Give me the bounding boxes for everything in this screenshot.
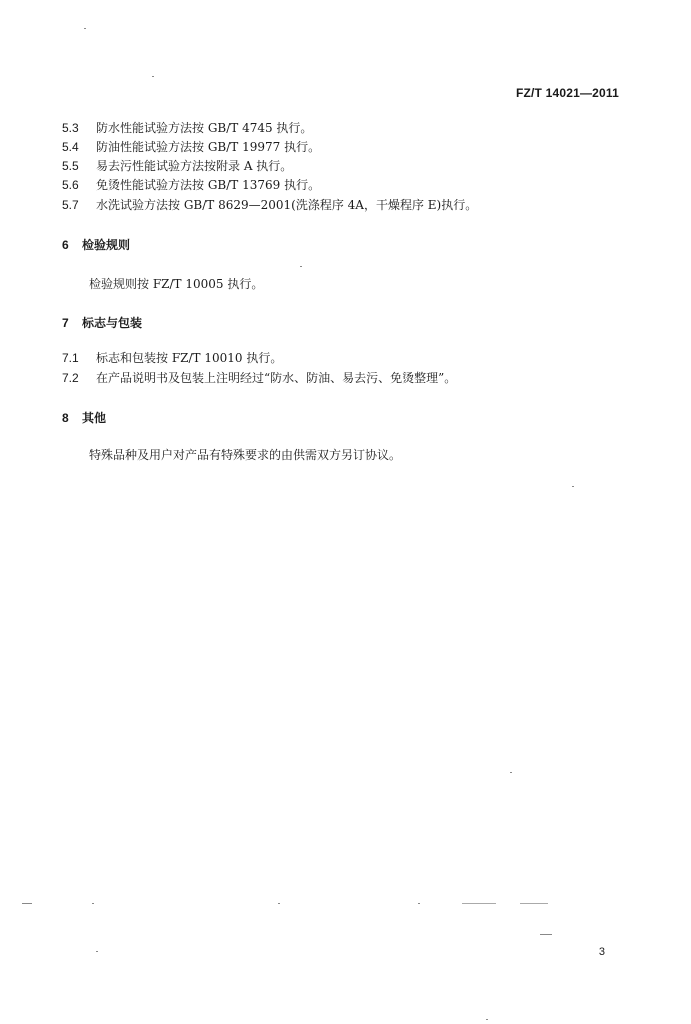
clause-number: 7.2	[62, 371, 79, 385]
scan-speck	[540, 934, 552, 935]
section-title: 其他	[82, 411, 107, 425]
section-8-heading	[62, 409, 106, 426]
section-number: 8	[62, 411, 69, 425]
scan-speck	[418, 903, 420, 904]
clause-text: 在产品说明书及包装上注明经过“防水、防油、易去污、免烫整理”。	[96, 371, 457, 385]
standard-code: FZ/T 14021—2011	[515, 86, 619, 100]
clause-text: 防水性能试验方法按 GB/T 4745 执行。	[96, 121, 313, 135]
clause-5-3	[62, 120, 312, 136]
clause-5-7	[62, 197, 477, 213]
scan-speck	[278, 903, 280, 904]
clause-number: 5.3	[62, 121, 79, 135]
clause-5-5	[62, 158, 292, 174]
clause-7-1	[62, 350, 282, 366]
clause-text: 标志和包装按 FZ/T 10010 执行。	[96, 351, 283, 365]
section-number: 6	[62, 238, 69, 252]
section-number: 7	[62, 316, 69, 330]
clause-text: 水洗试验方法按 GB/T 8629—2001(洗涤程序 4A，干燥程序 E)执行。	[96, 198, 478, 212]
clause-7-2	[62, 370, 456, 386]
clause-number: 5.5	[62, 159, 79, 173]
clause-text: 防油性能试验方法按 GB/T 19977 执行。	[96, 140, 321, 154]
clause-number: 5.6	[62, 178, 79, 192]
clause-text: 易去污性能试验方法按附录 A 执行。	[96, 159, 293, 173]
scan-speck	[84, 28, 86, 29]
scan-speck	[92, 903, 94, 904]
scan-speck	[510, 772, 512, 773]
scan-speck	[96, 951, 98, 952]
scan-speck	[572, 486, 574, 487]
section-8-text: 特殊品种及用户对产品有特殊要求的由供需双方另订协议。	[89, 448, 402, 462]
scan-speck	[22, 903, 32, 904]
clause-5-6	[62, 177, 320, 193]
clause-5-4	[62, 139, 320, 155]
page-number: 3	[598, 946, 605, 958]
scan-speck	[300, 266, 302, 267]
scan-speck	[520, 903, 548, 904]
section-title: 检验规则	[82, 238, 131, 252]
clause-number: 5.4	[62, 140, 79, 154]
scan-speck	[486, 1019, 488, 1020]
section-7-heading	[62, 314, 142, 331]
clause-number: 7.1	[62, 351, 79, 365]
scan-speck	[462, 903, 496, 904]
scan-speck	[152, 76, 154, 77]
clause-text: 免烫性能试验方法按 GB/T 13769 执行。	[96, 178, 321, 192]
section-title: 标志与包装	[82, 316, 143, 330]
clause-number: 5.7	[62, 198, 79, 212]
section-6-text: 检验规则按 FZ/T 10005 执行。	[89, 277, 264, 291]
section-6-heading	[62, 236, 130, 253]
